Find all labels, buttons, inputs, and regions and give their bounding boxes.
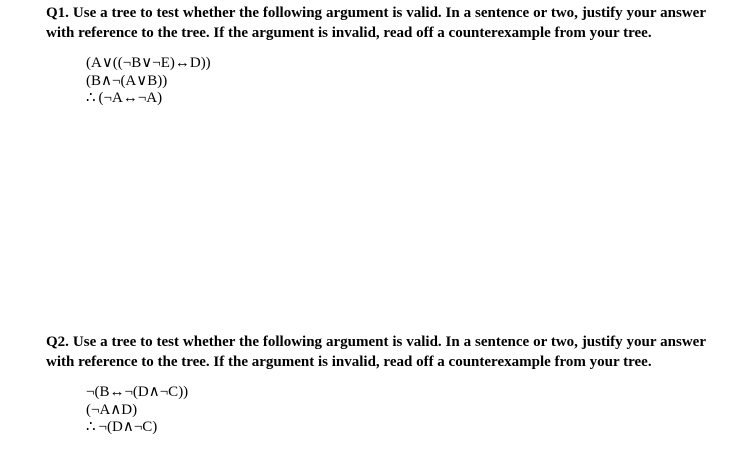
question-1 bbox=[46, 4, 706, 108]
question-1-conclusion: (¬A↔¬A) bbox=[98, 90, 163, 106]
question-1-conclusion-line bbox=[86, 90, 706, 108]
question-2 bbox=[46, 333, 706, 437]
question-1-argument bbox=[86, 55, 706, 108]
question-1-prompt bbox=[46, 4, 706, 43]
question-2-conclusion: ¬(D∧¬C) bbox=[98, 419, 158, 435]
therefore-symbol: ∴ bbox=[86, 419, 96, 435]
question-1-text: Use a tree to test whether the following argument is valid. In a sentence or two, justify your answer with reference to the tree. If the argument is invalid, read off a counterexample from your tree. bbox=[46, 5, 706, 41]
question-2-premise-1: ¬(B↔¬(D∧¬C)) bbox=[86, 384, 189, 400]
question-1-number: Q1. bbox=[46, 5, 69, 21]
question-2-text: Use a tree to test whether the following argument is valid. In a sentence or two, justify your answer with reference to the tree. If the argument is invalid, read off a counterexample from your tree. bbox=[46, 334, 706, 370]
question-2-argument bbox=[86, 384, 706, 437]
question-2-number: Q2. bbox=[46, 334, 69, 350]
question-2-prompt bbox=[46, 333, 706, 372]
question-2-conclusion-line bbox=[86, 419, 706, 437]
question-2-premise-2: (¬A∧D) bbox=[86, 401, 138, 418]
question-1-premise-2: (B∧¬(A∨B)) bbox=[86, 72, 168, 89]
question-1-premise-1: (A∨((¬B∨¬E)↔D)) bbox=[86, 55, 211, 71]
therefore-symbol: ∴ bbox=[86, 90, 96, 106]
